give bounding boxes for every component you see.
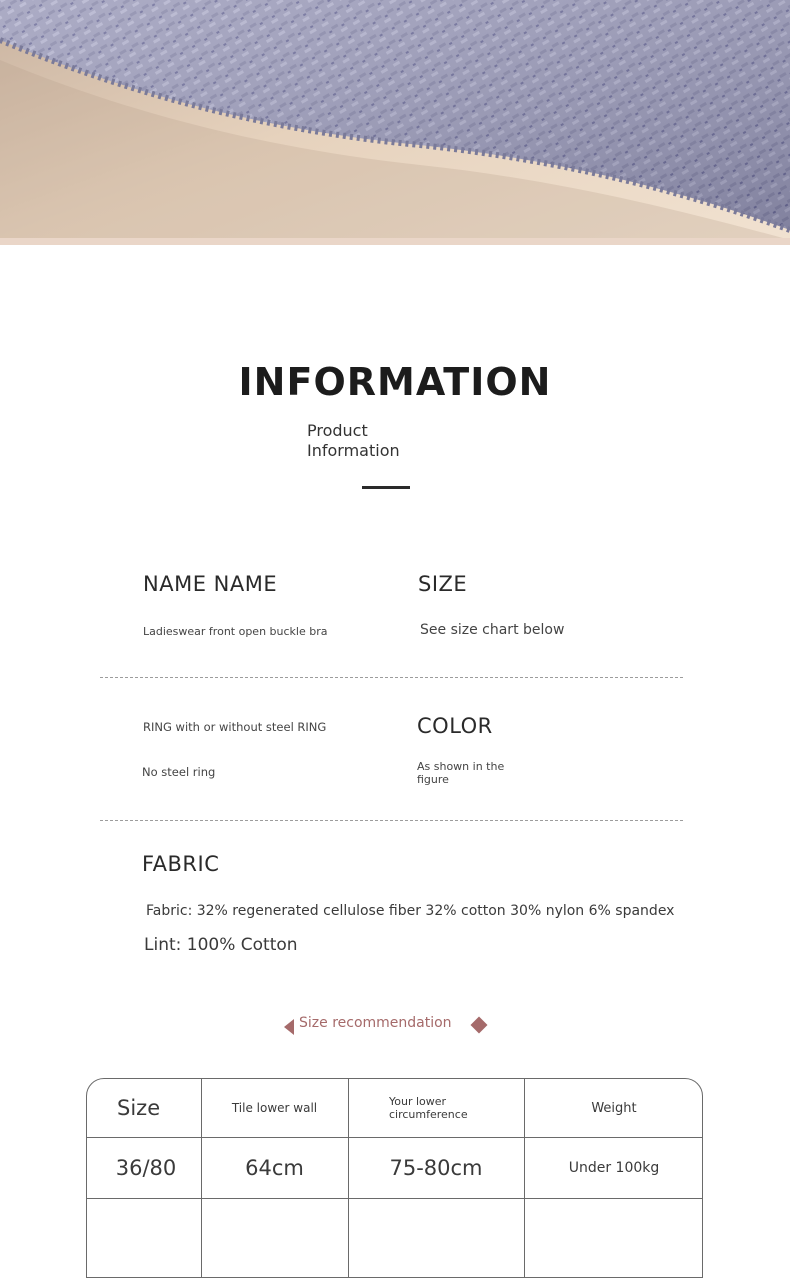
table-cell-weight: Under 100kg — [568, 1159, 660, 1176]
fabric-value: Fabric: 32% regenerated cellulose fiber 32% cotton 30% nylon 6% spandex — [146, 903, 675, 919]
row-divider — [87, 1198, 703, 1199]
size-label: SIZE — [418, 572, 468, 596]
size-value: See size chart below — [420, 622, 565, 638]
table-header-lower-circumference: Your lower circumference — [389, 1095, 468, 1121]
diamond-icon — [471, 1017, 488, 1034]
table-header-size: Size — [117, 1096, 161, 1120]
table-cell-tile-lower-wall: 64cm — [245, 1155, 304, 1180]
triangle-left-icon — [284, 1019, 294, 1035]
size-recommendation-label: Size recommendation — [299, 1015, 452, 1031]
lint-value: Lint: 100% Cotton — [144, 935, 298, 955]
name-value: Ladieswear front open buckle bra — [143, 625, 328, 638]
color-label: COLOR — [417, 714, 493, 738]
table-cell-lower-circumference: 75-80cm — [389, 1155, 483, 1180]
table-cell-size: 36/80 — [115, 1155, 177, 1180]
ring-label: RING with or without steel RING — [143, 720, 327, 734]
divider — [100, 820, 683, 821]
page-subtitle: Product Information — [307, 421, 400, 460]
fabric-label: FABRIC — [142, 852, 220, 876]
color-value: As shown in the figure — [417, 760, 505, 786]
page-title: INFORMATION — [238, 360, 552, 404]
fabric-illustration — [0, 0, 790, 240]
size-table — [86, 1078, 703, 1278]
divider — [100, 677, 683, 678]
hero-bottom-strip — [0, 238, 790, 245]
table-header-weight: Weight — [591, 1100, 637, 1116]
ring-value: No steel ring — [142, 765, 216, 779]
table-header-tile-lower-wall: Tile lower wall — [231, 1101, 318, 1115]
hero-product-photo — [0, 0, 790, 245]
title-underline — [362, 486, 410, 489]
name-label: NAME NAME — [143, 572, 278, 596]
